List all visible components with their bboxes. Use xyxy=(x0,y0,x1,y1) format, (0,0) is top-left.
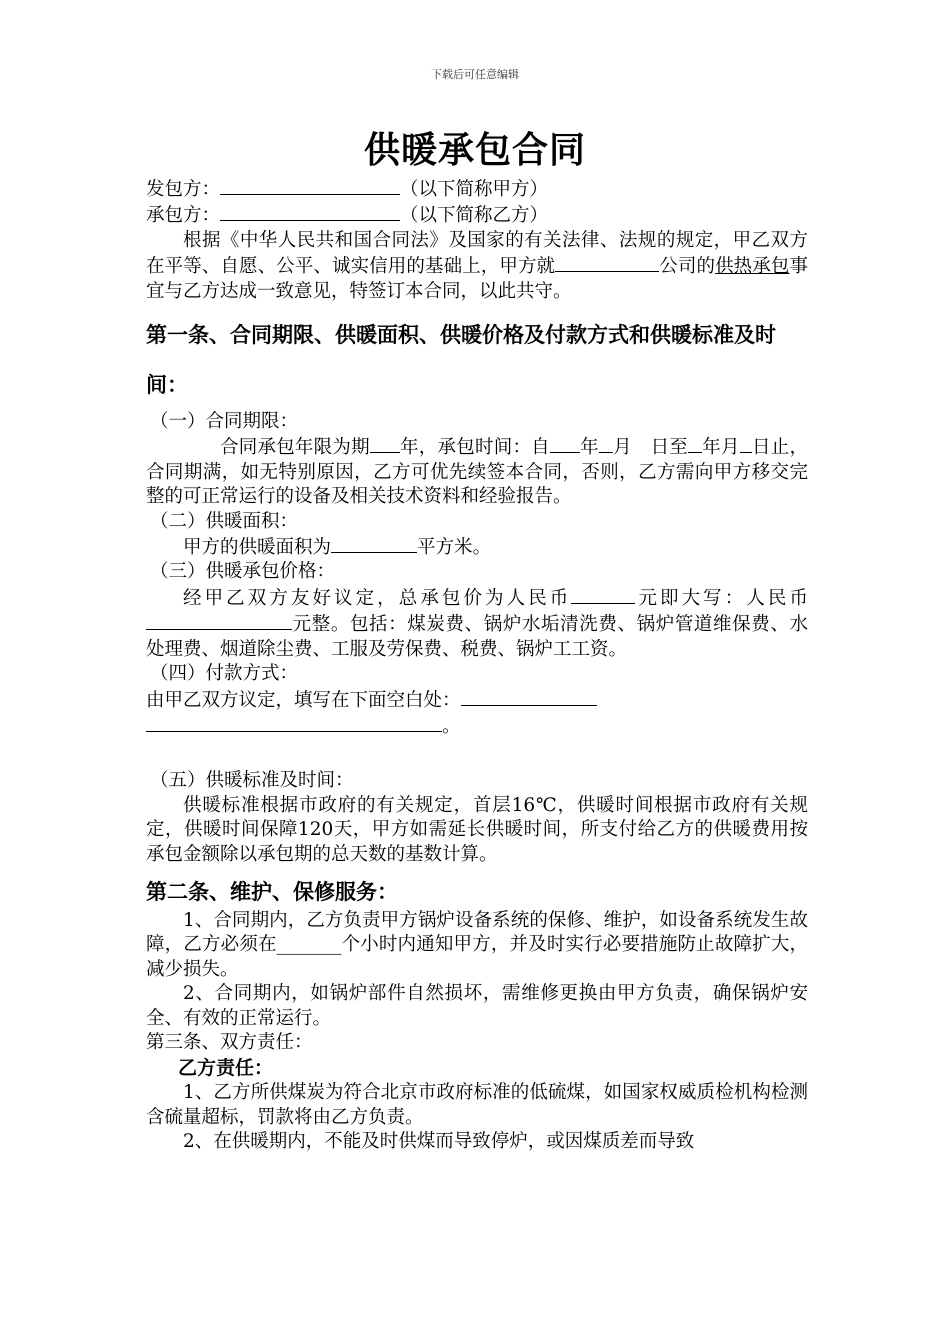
party-b-line: 承包方： （以下简称乙方） xyxy=(146,202,808,228)
article-1-heading: 第一条、合同期限、供暖面积、供暖价格及付款方式和供暖标准及时间： xyxy=(146,322,776,398)
end-year-blank[interactable] xyxy=(688,434,702,453)
section-5-label: （五）供暖标准及时间： xyxy=(150,770,354,792)
section-3-label: （三）供暖承包价格： xyxy=(150,561,336,583)
section-5-text: 供暖标准根据市政府的有关规定，首层16℃，供暖时间根据市政府有关规定，供暖时间保障120天，甲方如需延长供暖时间，所支付给乙方的供暖费用按承包金额除以承包期的总天数的基数计算。 xyxy=(146,794,808,865)
article-3-heading: 第三条、双方责任： xyxy=(146,1031,313,1053)
section-4-line-2: 。 xyxy=(146,713,808,739)
section-4-label: （四）付款方式： xyxy=(150,663,299,685)
section-4-text: 由甲乙双方议定，填写在下面空白处： xyxy=(146,687,808,713)
intro-blank[interactable] xyxy=(555,253,581,272)
party-a-line: 发包方： （以下简称甲方） xyxy=(146,176,808,202)
payment-blank[interactable] xyxy=(461,687,597,706)
section-2-text: 甲方的供暖面积为 平方米。 xyxy=(146,534,808,560)
end-day-blank[interactable] xyxy=(740,434,752,453)
hours-blank[interactable]: _______ xyxy=(276,934,342,956)
start-year-blank[interactable] xyxy=(550,434,580,453)
section-2-label: （二）供暖面积： xyxy=(150,510,299,532)
spacer xyxy=(146,739,808,769)
article-2-para-2: 2、合同期内，如锅炉部件自然损坏，需维修更换由甲方负责，确保锅炉安全、有效的正常运行。 xyxy=(146,983,808,1029)
price-words-blank[interactable] xyxy=(146,611,292,630)
intro-paragraph: 根据《中华人民共和国合同法》及国家的有关法律、法规的规定，甲乙双方在平等、自愿、公平、诚实信用的基础上，甲方就 公司的供热承包事宜与乙方达成一致意见，特签订本合同，以此共守。 xyxy=(146,229,808,302)
section-1-label: （一）合同期限： xyxy=(150,411,299,433)
article-3-para-1: 1、乙方所供煤炭为符合北京市政府标准的低硫煤，如国家权威质检机构检测含硫量超标，罚款将由乙方负责。 xyxy=(146,1082,808,1128)
start-month-blank[interactable] xyxy=(599,434,613,453)
party-b-responsibility-heading: 乙方责任： xyxy=(178,1057,274,1080)
section-1-text: 合同承包年限为期 年，承包时间：自 年 月 日至 年月 日止，合同期满，如无特别原因，乙方可优先续签本合同，否则，乙方需向甲方移交完整的可正常运行的设备及相关技术资料和经验报告。 xyxy=(146,434,808,509)
header-note: 下载后可任意编辑 xyxy=(431,68,519,81)
party-b-blank[interactable] xyxy=(220,202,400,221)
party-a-blank[interactable] xyxy=(220,176,400,195)
article-3-para-2: 2、在供暖期内，不能及时供煤而导致停炉，或因煤质差而导致 xyxy=(183,1131,695,1153)
payment-blank-2[interactable] xyxy=(146,713,442,732)
price-blank[interactable] xyxy=(571,585,635,604)
article-2-heading: 第二条、维护、保修服务： xyxy=(146,878,398,904)
area-blank[interactable] xyxy=(331,534,417,553)
article-2-para-1: 1、合同期内，乙方负责甲方锅炉设备系统的保修、维护，如设备系统发生故障，乙方必须在_______个小时内通知甲方，并及时实行必要措施防止故障扩大，减少损失。 xyxy=(146,909,808,980)
term-years-blank[interactable] xyxy=(370,434,400,453)
section-3-text: 经甲乙双方友好议定，总承包价为人民币 元即大写：人民币元整。包括：煤炭费、锅炉水垢清洗费、锅炉管道维保费、水处理费、烟道除尘费、工服及劳保费、税费、锅炉工工资。 xyxy=(146,585,808,662)
document-body xyxy=(146,176,808,1155)
document-title: 供暖承包合同 xyxy=(363,129,586,171)
intro-blank-2[interactable] xyxy=(581,253,659,272)
underlined-term: 供热承包 xyxy=(715,256,790,278)
